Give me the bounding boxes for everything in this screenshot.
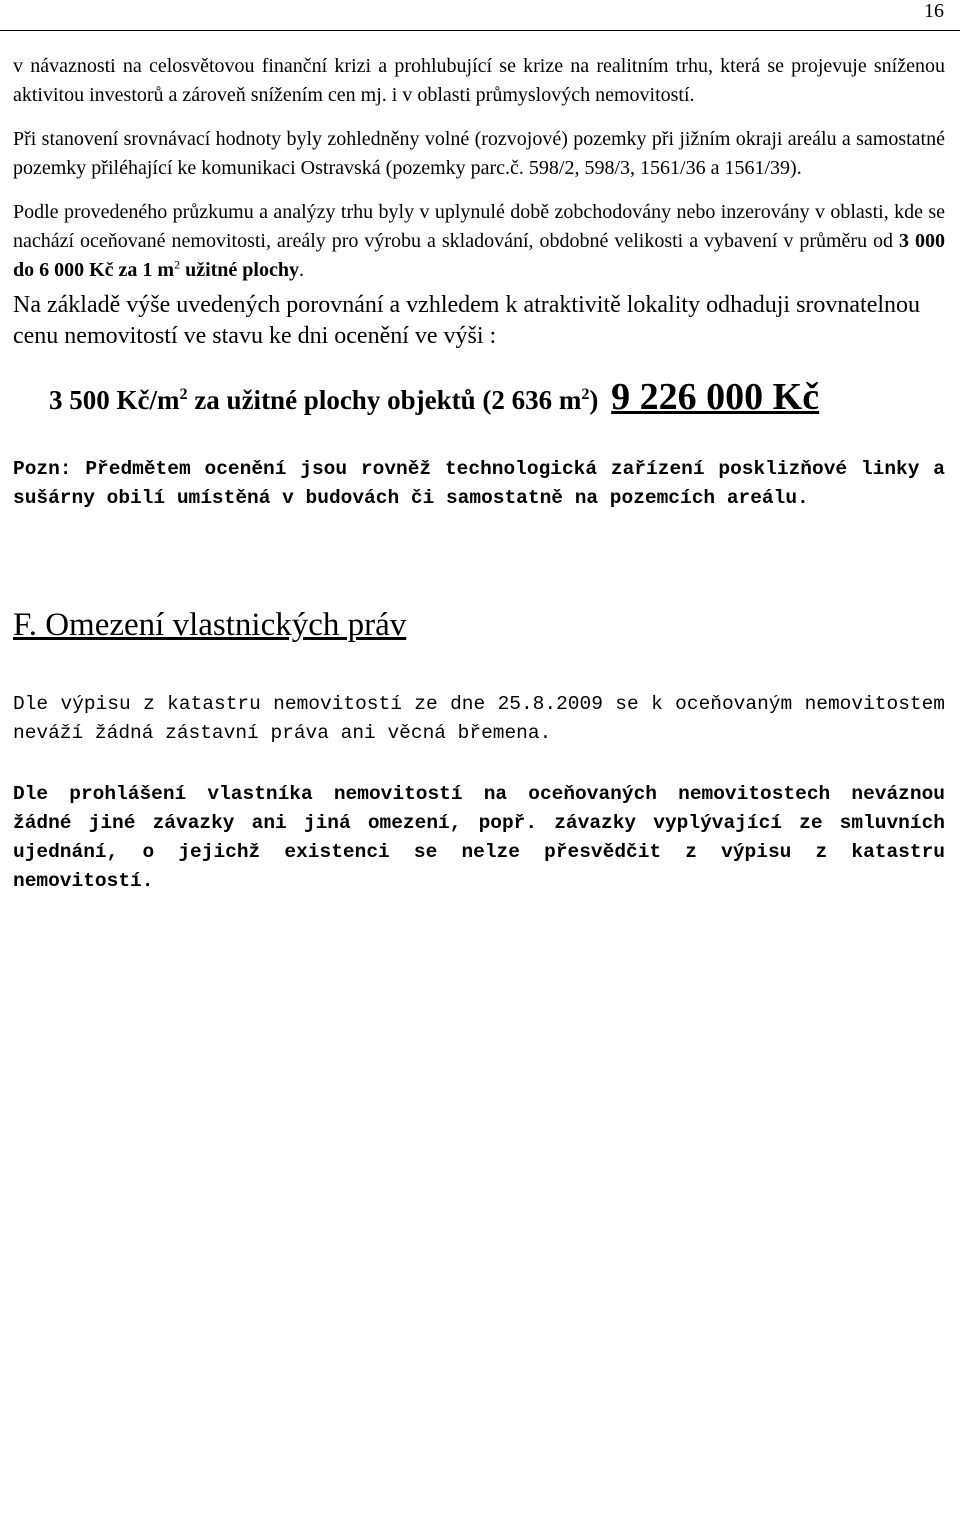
price-range-unit: užitné plochy bbox=[180, 259, 299, 281]
paragraph-cadastre: Dle výpisu z katastru nemovitostí ze dne 25.8.2009 se k oceňovaným nemovitostem neváží žádná zástavní práva ani věcná břemena. bbox=[13, 693, 945, 744]
header-rule bbox=[0, 30, 960, 31]
unit-price: 3 500 Kč/m bbox=[49, 385, 180, 415]
price-range: 3 000 do 6 000 Kč za 1 m bbox=[13, 230, 946, 281]
note-equipment: Pozn: Předmětem ocenění jsou rovněž technologická zařízení posklizňové linky a sušárny obilí umístěná v budovách či samostatně na pozemcích areálu. bbox=[13, 458, 945, 509]
valuation-line bbox=[49, 373, 945, 424]
market-survey-text: Podle provedeného průzkumu a analýzy trhu byly v uplynulé době zobchodovány nebo inzerovány v oblasti, kde se nachází oceňované nemovitosti, areály pro výrobu a skladování, obdobné velikosti a vybavení v průměru od bbox=[13, 201, 945, 252]
price-range-exponent: 2 bbox=[174, 257, 181, 272]
paragraph-estimate: Na základě výše uvedených porovnání a vzhledem k atraktivitě lokality odhaduji srovnatelnou cenu nemovitostí ve stavu ke dni ocenění ve výši : bbox=[13, 292, 921, 349]
paragraph-owner-declaration: Dle prohlášení vlastníka nemovitostí na oceňovaných nemovitostech neváznou žádné jiné závazky ani jiná omezení, popř. závazky vyplývající ze smluvních ujednání, o jejichž existenci se nelze přesvědčit z výpisu z katastru nemovitostí. bbox=[13, 783, 945, 892]
market-survey-end: . bbox=[299, 259, 304, 281]
paragraph-market-survey bbox=[13, 198, 945, 285]
paragraph-comparison-basis: Při stanovení srovnávací hodnoty byly zohledněny volné (rozvojové) pozemky při jižním okraji areálu a samostatné pozemky přiléhající ke komunikaci Ostravská (pozemky parc.č. 598/2, 598/3, 1561/36 a 1561/39). bbox=[13, 128, 945, 179]
page-content bbox=[13, 52, 945, 896]
unit-price-exponent: 2 bbox=[179, 385, 188, 403]
total-value: 9 226 000 Kč bbox=[611, 376, 820, 418]
paragraph-market-crisis: v návaznosti na celosvětovou finanční krizi a prohlubující se krize na realitním trhu, která se projevuje sníženou aktivitou investorů a zároveň snížením cen mj. i v oblasti průmyslových nemovitostí. bbox=[13, 55, 945, 106]
area-text: za užitné plochy objektů (2 636 m bbox=[187, 385, 582, 415]
area-close: ) bbox=[589, 385, 599, 415]
section-heading-f: F. Omezení vlastnických práv bbox=[13, 607, 407, 643]
page-number: 16 bbox=[924, 0, 944, 22]
area-exponent: 2 bbox=[581, 385, 590, 403]
